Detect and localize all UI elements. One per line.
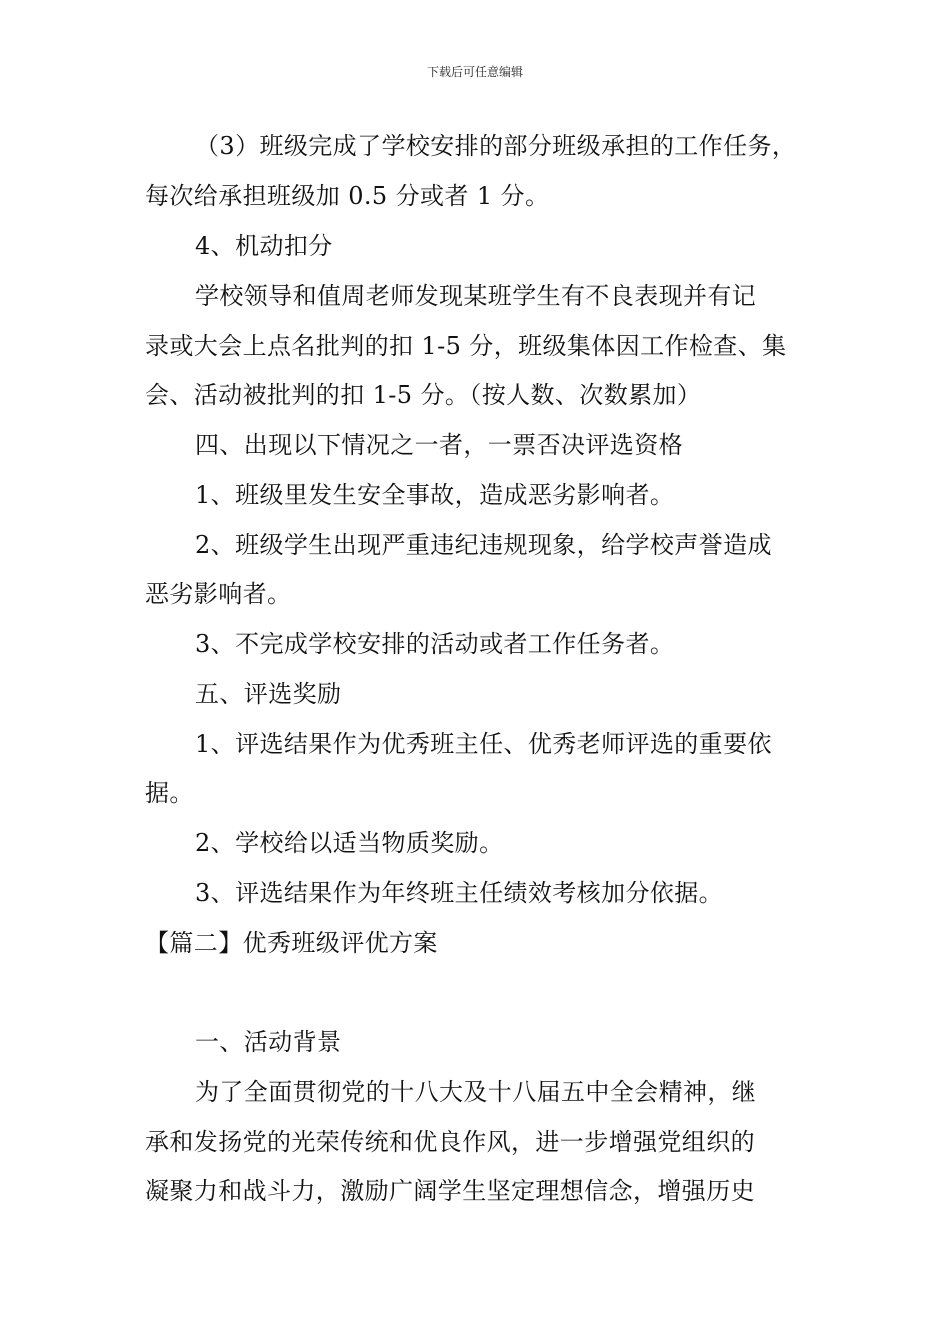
paragraph-line: 承和发扬党的光荣传统和优良作风，进一步增强党组织的: [145, 1128, 755, 1156]
section-heading: 4、机动扣分: [195, 232, 333, 260]
page-header: 下载后可任意编辑: [426, 65, 523, 79]
paragraph-line: 每次给承担班级加 0.5 分或者 1 分。: [145, 182, 550, 210]
paragraph-line: 3、不完成学校安排的活动或者工作任务者。: [195, 630, 675, 658]
section-heading: 五、评选奖励: [195, 680, 342, 708]
paragraph-line: 录或大会上点名批判的扣 1-5 分，班级集体因工作检查、集: [145, 332, 787, 360]
paragraph-line: 凝聚力和战斗力，激励广阔学生坚定理想信念，增强历史: [145, 1177, 755, 1205]
paragraph-line: 2、学校给以适当物质奖励。: [195, 829, 504, 857]
paragraph-line: 为了全面贯彻党的十八大及十八届五中全会精神，继: [195, 1078, 757, 1106]
paragraph-line: 会、活动被批判的扣 1-5 分。（按人数、次数累加）: [145, 381, 702, 409]
paragraph-line: 3、评选结果作为年终班主任绩效考核加分依据。: [195, 879, 724, 907]
chapter-heading: 【篇二】优秀班级评优方案: [145, 929, 438, 957]
section-heading: 四、出现以下情况之一者，一票否决评选资格: [195, 431, 683, 459]
paragraph-line: 学校领导和值周老师发现某班学生有不良表现并有记: [195, 282, 757, 310]
paragraph-line: 恶劣影响者。: [145, 580, 292, 608]
paragraph-line: 据。: [145, 779, 194, 807]
paragraph-line: 1、班级里发生安全事故，造成恶劣影响者。: [195, 481, 675, 509]
paragraph-line: 1、评选结果作为优秀班主任、优秀老师评选的重要依: [195, 730, 772, 758]
section-heading: 一、活动背景: [195, 1028, 342, 1056]
paragraph-line: 2、班级学生出现严重违纪违规现象，给学校声誉造成: [195, 531, 772, 559]
paragraph-line: （3）班级完成了学校安排的部分班级承担的工作任务，: [195, 132, 797, 160]
